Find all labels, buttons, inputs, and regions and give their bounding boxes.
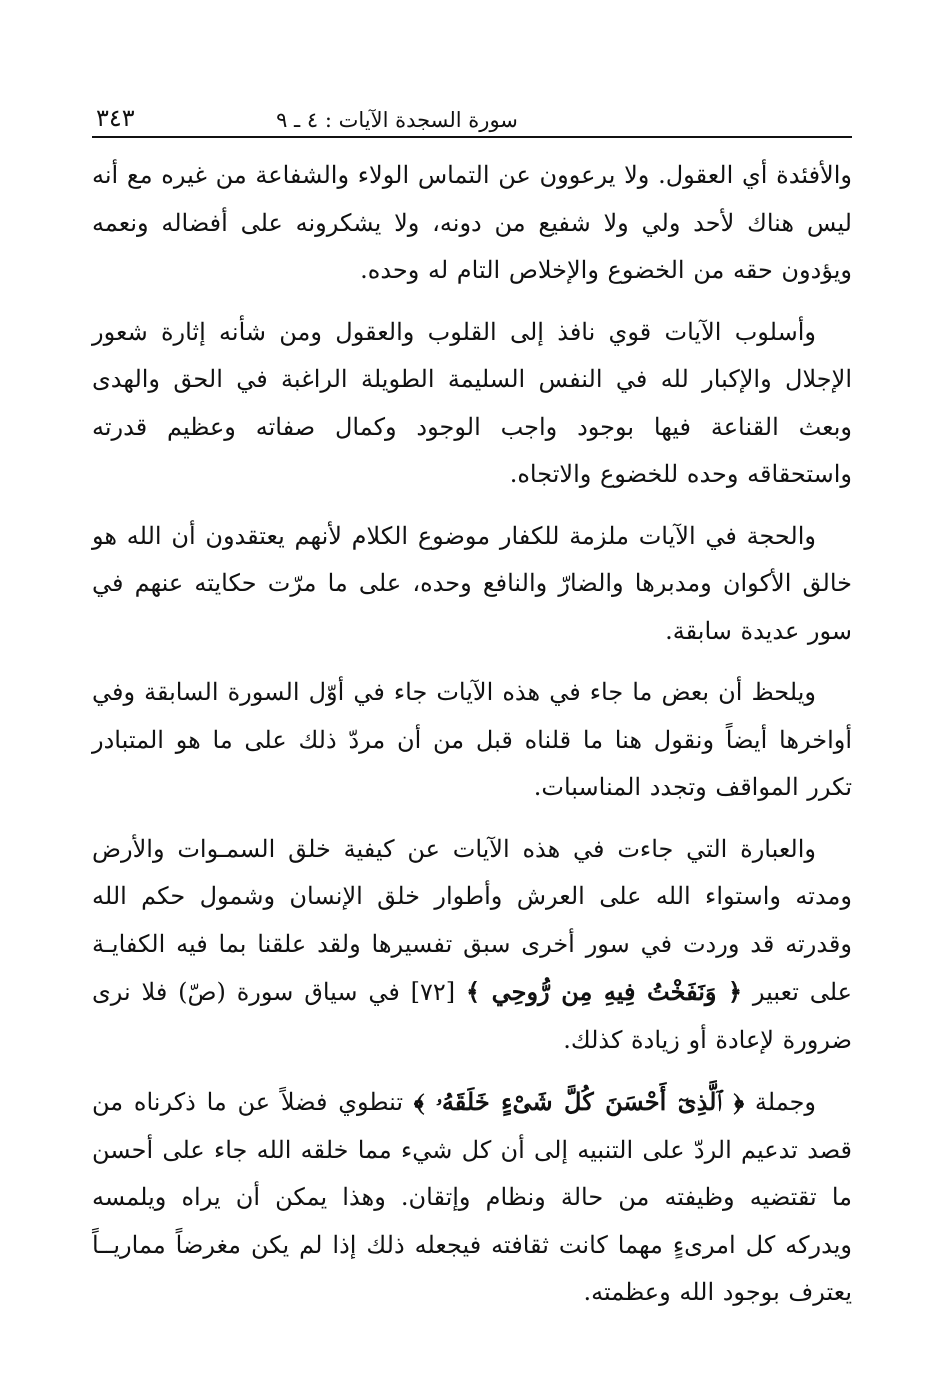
paragraph-1: والأفئدة أي العقول. ولا يرعوون عن التماس الولاء والشفاعة من غيره مع أنه ليس هناك لأحد ولي ولا شفيع من دونه، ولا يشكرونه على أفضاله ونعمه ويؤدون حقه من الخضوع والإخلاص التام له وحده. (92, 161, 852, 284)
paragraph-3: والحجة في الآيات ملزمة للكفار موضوع الكلام لأنهم يعتقدون أن الله هو خالق الأكوان ومدبرها والضارّ والنافع وحده، على ما مرّت حكايته عنهم في سور عديدة سابقة. (92, 521, 852, 645)
quran-quote: ﴿ وَنَفَخْتُ فِيهِ مِن رُّوحِي ﴾ (466, 977, 743, 1006)
paragraph-4: ويلحظ أن بعض ما جاء في هذه الآيات جاء في أوّل السورة السابقة وفي أواخرها أيضاً ونقول هنا ما قلناه قبل من أن مردّ ذلك على ما هو المتبادر تكرر المواقف وتجدد المناسبات. (92, 678, 852, 801)
body-text (92, 152, 852, 1317)
paragraph-2: وأسلوب الآيات قوي نافذ إلى القلوب والعقول ومن شأنه إثارة شعور الإجلال والإكبار لله في النفس السليمة الطويلة الراغبة في الحق والهدى وبعث القناعة فيها بوجود واجب الوجود وكمال صفاته وعظيم قدرته واستحقاقه وحده للخضوع والاتجاه. (92, 317, 852, 488)
page-number: ٣٤٣ (96, 104, 135, 132)
running-header (92, 92, 852, 138)
paragraph-5 (92, 826, 852, 1065)
surah-header-title: سورة السجدة الآيات : ٤ ـ ٩ (276, 108, 518, 132)
paragraph-5-after: [٧٢] في سياق سورة (صّ) فلا نرى ضرورة لإعادة أو زيادة كذلك. (92, 978, 852, 1054)
paragraph-5-before: والعبارة التي جاءت في هذه الآيات عن كيفية خلق السمـوات والأرض ومدته واستواء الله على العرش وأطوار خلق الإنسان وشمول حكم الله وقدرته قد وردت في سور أخرى سبق تفسيرها ولقد علقنا بما فيه الكفايـة على تعبير (92, 834, 853, 1006)
document-page (92, 92, 852, 1331)
quran-quote: ﴿ ٱلَّذِىٓ أَحْسَنَ كُلَّ شَىْءٍ خَلَقَهُۥ ﴾ (413, 1087, 745, 1116)
paragraph-6-after: تنطوي فضلاً عن ما ذكرناه من قصد تدعيم الردّ على التنبيه إلى أن كل شيء مما خلقه الله جاء على أحسن ما تقتضيه وظيفته من حالة ونظام وإتقان. وهذا يمكن أن يراه ويلمسه ويدركه كل امرىءٍ مهما كانت ثقافته فيجعله ذلك إذا لم يكن مغرضاً مماريــاً يعترف بوجود الله وعظمته. (92, 1088, 852, 1306)
paragraph-6-before: وجملة (744, 1088, 816, 1116)
paragraph-6 (92, 1078, 852, 1317)
